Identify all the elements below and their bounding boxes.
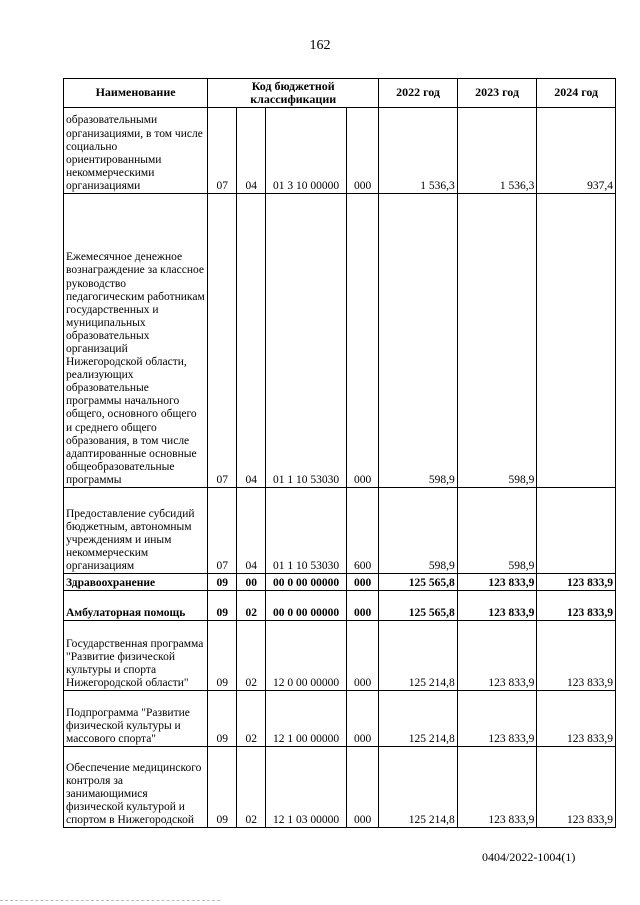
cell-target-article: 12 1 03 00000 <box>266 747 347 828</box>
table-body <box>64 108 616 828</box>
cell-subsection: 00 <box>237 574 266 591</box>
header-name: Наименование <box>64 79 208 108</box>
cell-expense-type: 000 <box>346 574 378 591</box>
cell-2022: 598,9 <box>379 488 458 574</box>
page-number: 162 <box>309 38 331 53</box>
cell-target-article: 01 3 10 00000 <box>266 108 347 194</box>
table-row <box>64 621 616 691</box>
cell-2022: 1 536,3 <box>379 108 458 194</box>
cell-expense-type: 000 <box>346 194 378 488</box>
cell-target-article: 01 1 10 53030 <box>266 194 347 488</box>
cell-section: 09 <box>208 591 237 621</box>
cell-2023: 123 833,9 <box>457 621 537 691</box>
cell-name: Предоставление субсидий бюджетным, автономным учреждениям и иным некоммерческим организациям <box>64 488 208 574</box>
cell-target-article: 12 1 00 00000 <box>266 691 347 747</box>
cell-2022: 125 565,8 <box>379 591 458 621</box>
header-2024: 2024 год <box>537 79 616 108</box>
cell-section: 09 <box>208 691 237 747</box>
cell-target-article: 00 0 00 00000 <box>266 591 347 621</box>
cell-2022: 125 214,8 <box>379 691 458 747</box>
cell-2024: 123 833,9 <box>537 591 616 621</box>
cell-subsection: 02 <box>237 621 266 691</box>
cell-expense-type: 600 <box>346 488 378 574</box>
cell-2023: 123 833,9 <box>457 591 537 621</box>
cell-expense-type: 000 <box>346 747 378 828</box>
document-code: 0404/2022-1004(1) <box>482 850 576 864</box>
table-row <box>64 108 616 194</box>
cell-target-article: 01 1 10 53030 <box>266 488 347 574</box>
cell-subsection: 02 <box>237 591 266 621</box>
cell-2023: 1 536,3 <box>457 108 537 194</box>
cell-2023: 598,9 <box>457 488 537 574</box>
cell-name: Обеспечение медицинского контроля за занимающимися физической культурой и спортом в Нижегородской <box>64 747 208 828</box>
cell-section: 09 <box>208 574 237 591</box>
cell-expense-type: 000 <box>346 691 378 747</box>
cell-2023: 123 833,9 <box>457 574 537 591</box>
budget-table <box>63 78 616 828</box>
table-row <box>64 691 616 747</box>
cell-2024 <box>537 488 616 574</box>
table-row <box>64 488 616 574</box>
cell-2022: 125 565,8 <box>379 574 458 591</box>
cell-subsection: 04 <box>237 488 266 574</box>
cell-name: Ежемесячное денежное вознаграждение за классное руководство педагогическим работникам государственных и муниципальных образовательных организаций Нижегородской области, реализующих образовательные программы начального общего, основного общего и среднего общего образования, в том числе адаптированные основные общеобразовательные программы <box>64 194 208 488</box>
cell-2024: 123 833,9 <box>537 691 616 747</box>
cell-2024: 123 833,9 <box>537 621 616 691</box>
cell-name: Подпрограмма "Развитие физической культуры и массового спорта" <box>64 691 208 747</box>
cell-name: образовательными организациями, в том числе социально ориентированными некоммерческими организациями <box>64 108 208 194</box>
table-row <box>64 591 616 621</box>
header-2022: 2022 год <box>379 79 458 108</box>
cell-name: Государственная программа "Развитие физической культуры и спорта Нижегородской области" <box>64 621 208 691</box>
cell-2024: 937,4 <box>537 108 616 194</box>
cell-2023: 598,9 <box>457 194 537 488</box>
cell-expense-type: 000 <box>346 591 378 621</box>
header-2023: 2023 год <box>457 79 537 108</box>
cell-2023: 123 833,9 <box>457 691 537 747</box>
bottom-divider <box>0 900 220 902</box>
cell-2022: 125 214,8 <box>379 621 458 691</box>
cell-section: 07 <box>208 108 237 194</box>
cell-expense-type: 000 <box>346 108 378 194</box>
table-row <box>64 194 616 488</box>
cell-expense-type: 000 <box>346 621 378 691</box>
cell-target-article: 00 0 00 00000 <box>266 574 347 591</box>
table-header-row <box>64 79 616 108</box>
cell-name: Амбулаторная помощь <box>64 591 208 621</box>
cell-section: 09 <box>208 747 237 828</box>
cell-section: 07 <box>208 488 237 574</box>
header-code: Код бюджетной классификации <box>208 79 379 108</box>
cell-section: 07 <box>208 194 237 488</box>
table-row <box>64 574 616 591</box>
cell-name: Здравоохранение <box>64 574 208 591</box>
cell-2024: 123 833,9 <box>537 574 616 591</box>
cell-section: 09 <box>208 621 237 691</box>
cell-2022: 125 214,8 <box>379 747 458 828</box>
cell-subsection: 04 <box>237 108 266 194</box>
cell-subsection: 02 <box>237 691 266 747</box>
cell-target-article: 12 0 00 00000 <box>266 621 347 691</box>
cell-2024 <box>537 194 616 488</box>
cell-2023: 123 833,9 <box>457 747 537 828</box>
cell-subsection: 02 <box>237 747 266 828</box>
table-row <box>64 747 616 828</box>
cell-2024: 123 833,9 <box>537 747 616 828</box>
cell-subsection: 04 <box>237 194 266 488</box>
cell-2022: 598,9 <box>379 194 458 488</box>
